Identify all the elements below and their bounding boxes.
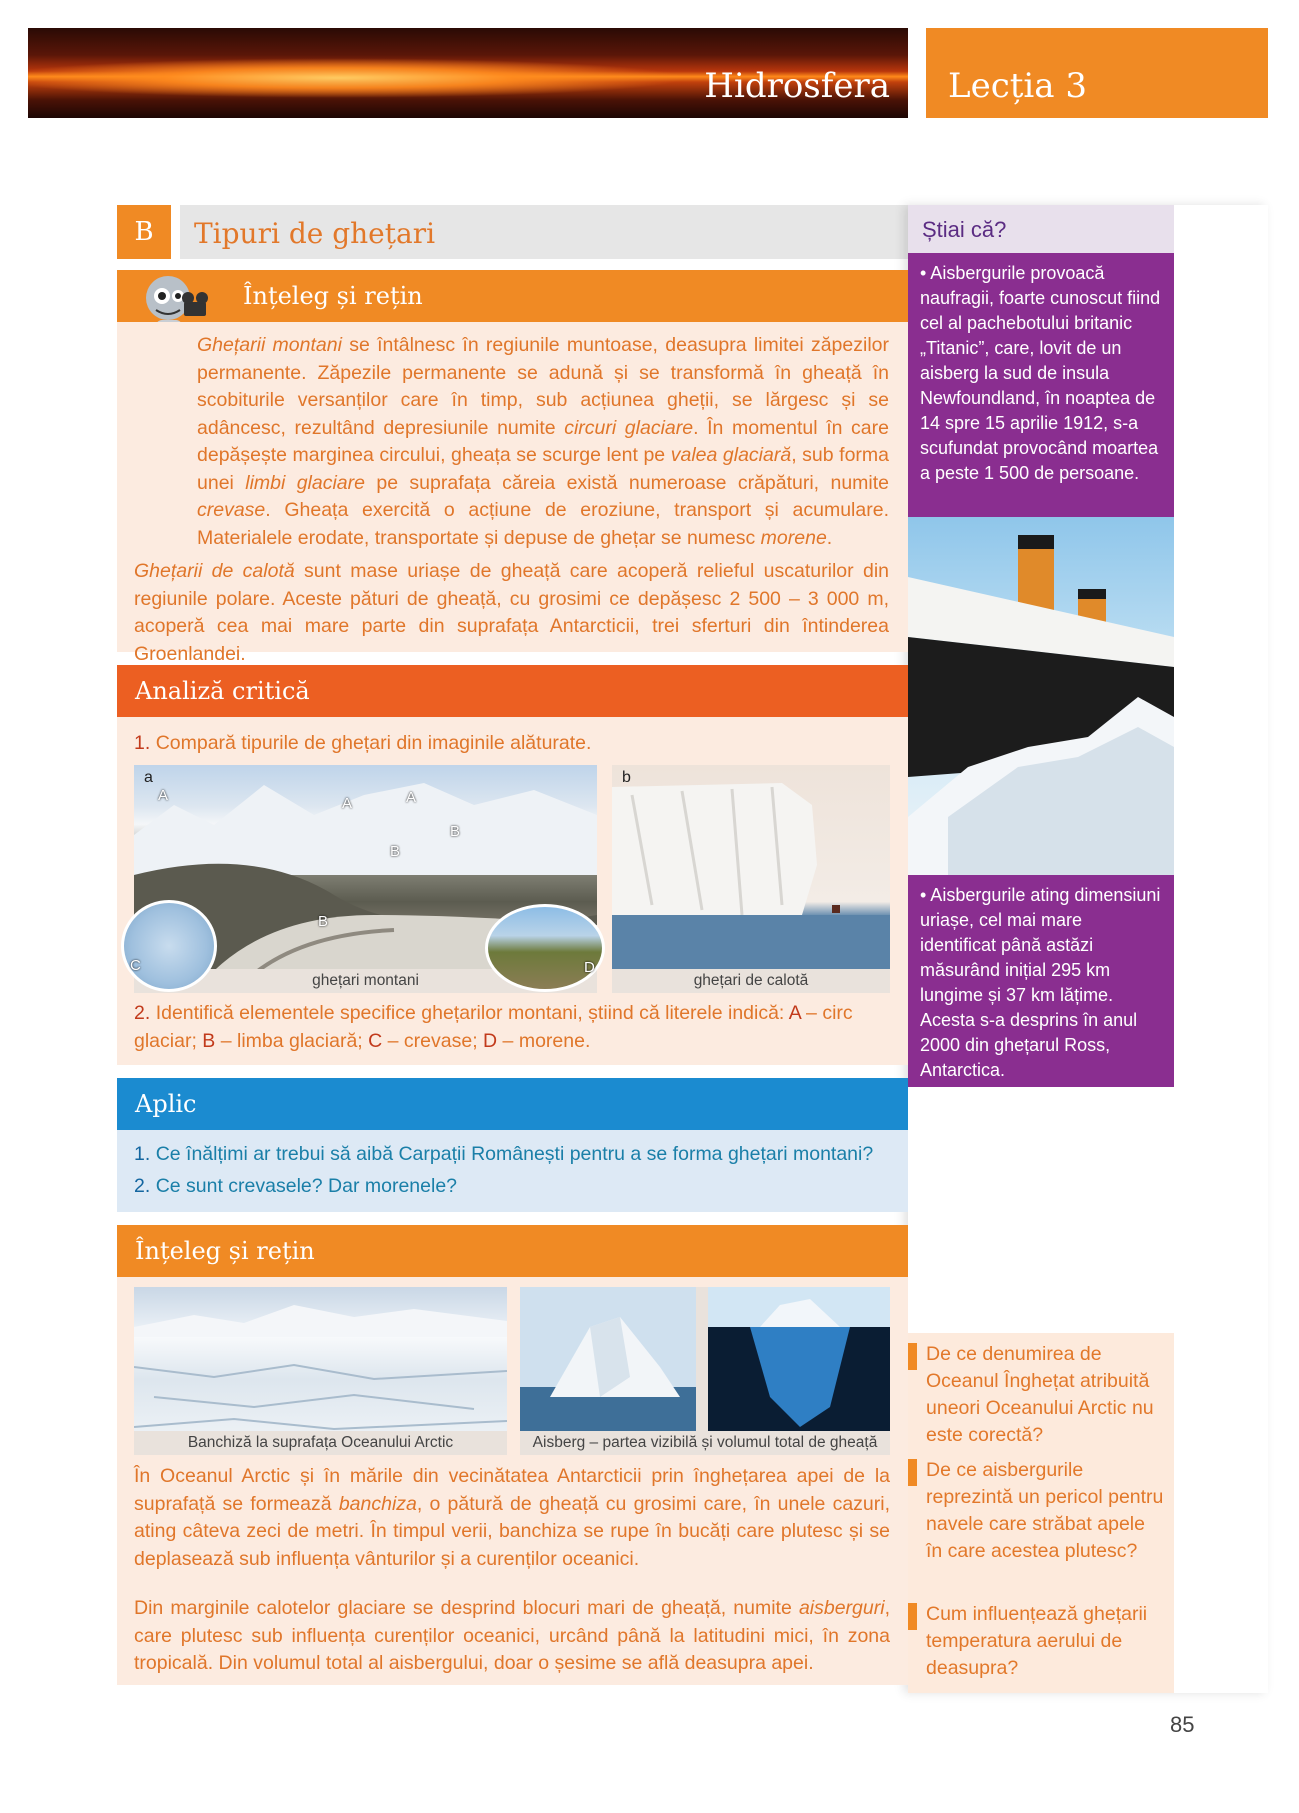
label-c: C	[130, 957, 141, 974]
understand-paragraph-1: Ghețarii montani se întâlnesc în regiunile muntoase, deasupra limitei zăpezilor permanente. Zăpezile permanente se adună și se transformă în gheață în scobiturile versanților care în timp, sub acțiunea gheții, se lărgesc și se adâncesc, rezultând depresiunile numite circuri glaciare. În momentul în care depășește marginea circului, gheața se scurge lent pe valea glaciară, sub forma unei limbi glaciare pe suprafața căreia există numeroase crăpături, numite crevase. Gheața exercită o acțiune de eroziune, transport și acumulare. Materialele erodate, transportate și depuse de ghețar se numesc morene.	[197, 334, 889, 549]
fact-1-text: • Aisbergurile provoacă naufragii, foarte cunoscut fiind cel al pachebotului britanic „Titanic”, care, lovit de un aisberg la sud de insula Newfoundland, în noaptea de 14 spre 15 aprilie 1912, s-a scufundat provocând moartea a peste 1 500 de persoane.	[920, 263, 1161, 483]
apply-title: Aplic	[135, 1090, 197, 1118]
apply-question-1: 1. Ce înălțimi ar trebui să aibă Carpații Românești pentru a se forma ghețari montani?	[134, 1143, 874, 1165]
understand2-panel	[117, 1277, 908, 1685]
crevasse-inset	[121, 900, 217, 992]
understand2-header	[117, 1225, 908, 1277]
fact-2-text: • Aisbergurile ating dimensiuni uriașe, cel mai mare identificat până astăzi măsurând inițial 295 km lungime și 37 km lățime. Acesta s-a desprins în anul 2000 din ghețarul Ross, Antarctica.	[920, 885, 1161, 1080]
analysis-question-1: 1. Compară tipurile de ghețari din imaginile alăturate.	[134, 732, 592, 754]
sidebar-question-3: Cum influențează ghețarii temperatura aerului de deasupra?	[908, 1601, 1174, 1682]
sidebar-header	[908, 205, 1174, 253]
analysis-question-2: 2. Identifică elementele specifice ghețarilor montani, știind că literele indică: A – circ glaciar; B – limba glaciară; C – crevase; D – morene.	[134, 1002, 853, 1052]
titanic-photo	[908, 517, 1174, 875]
sidebar-fact-1	[908, 253, 1174, 517]
understand2-title: Înțeleg și rețin	[135, 1237, 315, 1265]
understand2-paragraph-2: Din marginile calotelor glaciare se desprind blocuri mari de gheață, numite aisberguri, care plutesc sub influența curenților oceanici, urcând până la latitudini mici, în zona tropicală. Din volumul total al aisbergului, doar o șesime se află deasupra apei.	[134, 1597, 890, 1674]
iceberg-photo	[520, 1287, 890, 1455]
photo-a-caption: ghețari montani	[134, 969, 597, 993]
section-letter: B	[117, 205, 171, 259]
understand-paragraph-2: Ghețarii de calotă sunt mase uriașe de gheață care acoperă relieful uscaturilor din regiunile polare. Aceste pături de gheață, cu grosimi ce depășesc 2 500 – 3 000 m, acoperă cea mai mare parte din suprafața Antarcticii, trei sferturi din întinderea Groenlandei.	[134, 560, 889, 665]
photo-b-letter: b	[622, 769, 631, 786]
lesson-badge	[926, 28, 1268, 118]
analysis-header	[117, 665, 908, 717]
pack-ice-caption: Banchiză la suprafața Oceanului Arctic	[134, 1431, 507, 1455]
apply-header	[117, 1078, 908, 1130]
sidebar-questions	[908, 1333, 1174, 1693]
page-number: 85	[1170, 1712, 1195, 1737]
sidebar-fact-2	[908, 875, 1174, 1087]
apply-panel	[117, 1130, 908, 1212]
label-b2: B	[450, 823, 461, 840]
label-b1: B	[390, 843, 401, 860]
understand-header	[117, 270, 908, 322]
section-title-bar	[180, 205, 910, 259]
understand-panel	[117, 322, 908, 665]
analysis-title: Analiză critică	[135, 677, 310, 705]
pack-ice-photo	[134, 1287, 507, 1455]
ice-cap-photo	[612, 765, 890, 993]
label-a2: A	[342, 795, 353, 812]
iceberg-caption: Aisberg – partea vizibilă și volumul total de gheață	[520, 1431, 890, 1455]
section-title: Tipuri de ghețari	[194, 217, 436, 250]
lava-glow	[28, 58, 688, 98]
lesson-label: Lecția 3	[948, 66, 1087, 106]
understand2-paragraph-1: În Oceanul Arctic și în mările din vecinătatea Antarcticii prin înghețarea apei de la suprafață se formează banchiza, o pătură de gheață cu grosimi care, în unele cazuri, ating câteva zeci de metri. În timpul verii, banchiza se rupe în bucăți care plutesc și se deplasează sub influența vânturilor și a curenților oceanici.	[134, 1465, 891, 1570]
sidebar-question-2: De ce aisbergurile reprezintă un pericol pentru navele care străbat apele în care acestea plutesc?	[908, 1457, 1174, 1565]
apply-question-2: 2. Ce sunt crevasele? Dar morenele?	[134, 1175, 458, 1197]
analysis-panel	[117, 717, 908, 1065]
photo-b-caption: ghețari de calotă	[612, 969, 890, 993]
header-banner	[28, 28, 908, 118]
sidebar-question-1: De ce denumirea de Oceanul Înghețat atribuită uneori Oceanului Arctic nu este corectă?	[908, 1341, 1174, 1449]
photo-a-letter: a	[144, 769, 153, 786]
moraine-inset	[485, 904, 605, 992]
label-a1: A	[158, 787, 169, 804]
understand-title: Înțeleg și rețin	[243, 282, 423, 310]
label-b3: B	[318, 913, 329, 930]
sidebar-title: Știai că?	[922, 217, 1007, 242]
label-d: D	[584, 959, 595, 976]
chapter-title: Hidrosfera	[704, 66, 890, 106]
label-a3: A	[406, 789, 417, 806]
